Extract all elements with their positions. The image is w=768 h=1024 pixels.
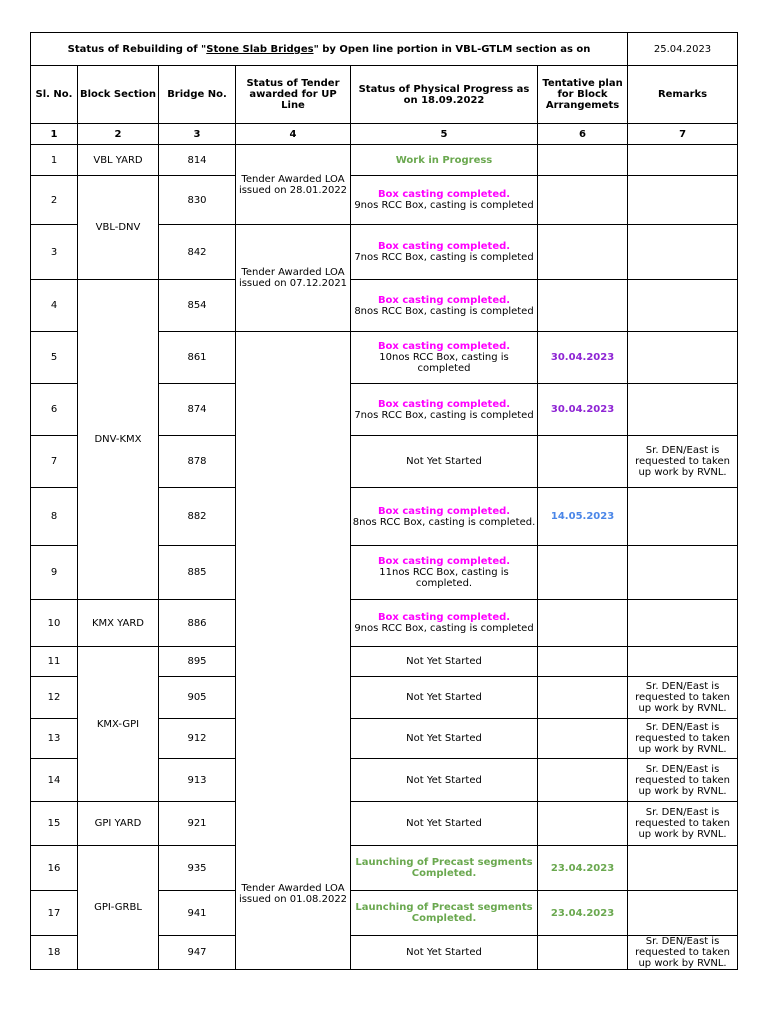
remarks [628,332,738,384]
physical-status [351,600,538,647]
sl-no: 11 [31,647,78,677]
sl-no: 17 [31,891,78,936]
physical-status [351,546,538,600]
sl-no: 13 [31,719,78,759]
remarks [628,600,738,647]
header-remarks: Remarks [628,66,738,124]
remarks: Sr. DEN/East is requested to taken up work by RVNL. [628,677,738,719]
sl-no: 15 [31,802,78,846]
status-highlight: Box casting completed. [377,341,511,352]
status-detail: 9nos RCC Box, casting is completed [354,623,534,634]
bridge-no: 814 [159,145,236,176]
status-detail: 7nos RCC Box, casting is completed [354,252,534,263]
status-detail: 10nos RCC Box, casting is completed [379,352,509,374]
bridge-no: 913 [159,759,236,802]
remarks [628,647,738,677]
physical-status [351,280,538,332]
status-highlight: Box casting completed. [377,556,511,567]
table-row [31,280,738,332]
tender-status: Tender Awarded LOA issued on 28.01.2022 [236,145,351,225]
physical-status: Not Yet Started [351,759,538,802]
header-tender-status: Status of Tender awarded for UP Line [236,66,351,124]
tentative-plan [538,719,628,759]
block-section: KMX YARD [78,600,159,647]
remarks [628,846,738,891]
bridge-no: 921 [159,802,236,846]
status-highlight: Box casting completed. [377,612,511,623]
sl-no: 6 [31,384,78,436]
column-number: 1 [31,124,78,145]
bridge-no: 878 [159,436,236,488]
tentative-plan [538,145,628,176]
tentative-plan [538,647,628,677]
title-underlined-text: Stone Slab Bridges [206,43,314,55]
status-highlight: Work in Progress [395,154,493,166]
remarks: Sr. DEN/East is requested to taken up work by RVNL. [628,759,738,802]
physical-status: Not Yet Started [351,677,538,719]
sl-no: 16 [31,846,78,891]
remarks [628,384,738,436]
remarks [628,145,738,176]
bridge-no: 861 [159,332,236,384]
column-number: 2 [78,124,159,145]
sl-no: 2 [31,176,78,225]
remarks [628,225,738,280]
physical-status: Not Yet Started [351,436,538,488]
sl-no: 9 [31,546,78,600]
bridge-no: 885 [159,546,236,600]
tentative-plan [538,600,628,647]
tentative-plan: 23.04.2023 [538,891,628,936]
remarks [628,546,738,600]
remarks [628,280,738,332]
tender-status: Tender Awarded LOA issued on 07.12.2021 [236,225,351,332]
physical-status: Launching of Precast segments Completed. [351,846,538,891]
bridge-no: 830 [159,176,236,225]
sl-no: 4 [31,280,78,332]
remarks [628,488,738,546]
table-row [31,647,738,677]
header-bridge-no: Bridge No. [159,66,236,124]
remarks: Sr. DEN/East is requested to taken up work by RVNL. [628,719,738,759]
sl-no: 3 [31,225,78,280]
sl-no: 7 [31,436,78,488]
table-row [31,145,738,176]
tentative-plan: 23.04.2023 [538,846,628,891]
physical-status [351,488,538,546]
bridge-no: 842 [159,225,236,280]
tentative-plan [538,802,628,846]
tentative-plan: 30.04.2023 [538,332,628,384]
bridge-no: 905 [159,677,236,719]
physical-status: Not Yet Started [351,647,538,677]
physical-status [351,145,538,176]
tentative-plan [538,546,628,600]
tentative-plan [538,280,628,332]
status-highlight: Box casting completed. [377,241,511,252]
column-number: 6 [538,124,628,145]
block-section: KMX-GPI [78,647,159,802]
tentative-plan: 14.05.2023 [538,488,628,546]
physical-status: Not Yet Started [351,936,538,970]
sl-no: 18 [31,936,78,970]
header-sl-no: Sl. No. [31,66,78,124]
column-number: 4 [236,124,351,145]
remarks: Sr. DEN/East is requested to taken up work by RVNL. [628,936,738,970]
tentative-plan [538,677,628,719]
sl-no: 14 [31,759,78,802]
column-number-row [31,124,738,145]
status-highlight: Box casting completed. [377,505,511,517]
tentative-plan [538,436,628,488]
bridge-no: 895 [159,647,236,677]
remarks: Sr. DEN/East is requested to taken up work by RVNL. [628,436,738,488]
status-highlight: Box casting completed. [377,189,511,200]
tender-status: Tender Awarded LOA issued on 01.08.2022 [236,332,351,970]
header-row [31,66,738,124]
remarks [628,891,738,936]
sl-no: 8 [31,488,78,546]
column-number: 5 [351,124,538,145]
block-section: GPI YARD [78,802,159,846]
bridge-no: 874 [159,384,236,436]
remarks: Sr. DEN/East is requested to taken up work by RVNL. [628,802,738,846]
table-row [31,176,738,225]
status-detail: 9nos RCC Box, casting is completed [354,200,534,211]
remarks [628,176,738,225]
physical-status: Launching of Precast segments Completed. [351,891,538,936]
column-number: 3 [159,124,236,145]
tentative-plan [538,225,628,280]
sl-no: 1 [31,145,78,176]
tentative-plan [538,176,628,225]
table-row [31,600,738,647]
bridge-no: 912 [159,719,236,759]
status-detail: 11nos RCC Box, casting is completed. [379,567,509,589]
bridge-status-table [30,32,738,970]
table-row [31,846,738,891]
block-section: VBL YARD [78,145,159,176]
bridge-no: 947 [159,936,236,970]
status-detail: 8nos RCC Box, casting is completed. [352,516,536,528]
physical-status [351,176,538,225]
sl-no: 10 [31,600,78,647]
physical-status: Not Yet Started [351,719,538,759]
sl-no: 12 [31,677,78,719]
bridge-no: 882 [159,488,236,546]
tentative-plan [538,936,628,970]
physical-status [351,225,538,280]
status-detail: 7nos RCC Box, casting is completed [354,409,534,421]
header-block-section: Block Section [78,66,159,124]
sl-no: 5 [31,332,78,384]
status-highlight: Box casting completed. [377,294,511,306]
bridge-no: 941 [159,891,236,936]
block-section: DNV-KMX [78,280,159,600]
block-section: VBL-DNV [78,176,159,280]
bridge-no: 886 [159,600,236,647]
block-section: GPI-GRBL [78,846,159,970]
header-tentative-plan: Tentative plan for Block Arrangemets [538,66,628,124]
bridge-no: 935 [159,846,236,891]
report-date: 25.04.2023 [628,33,738,66]
physical-status [351,332,538,384]
tentative-plan [538,759,628,802]
column-number: 7 [628,124,738,145]
document-title: Status of Rebuilding of "Stone Slab Bridges" by Open line portion in VBL-GTLM section as on [31,33,628,66]
tentative-plan: 30.04.2023 [538,384,628,436]
status-detail: 8nos RCC Box, casting is completed [354,305,534,317]
physical-status: Not Yet Started [351,802,538,846]
bridge-no: 854 [159,280,236,332]
table-row [31,802,738,846]
status-highlight: Box casting completed. [377,398,511,410]
header-physical-progress: Status of Physical Progress as on 18.09.2022 [351,66,538,124]
physical-status [351,384,538,436]
